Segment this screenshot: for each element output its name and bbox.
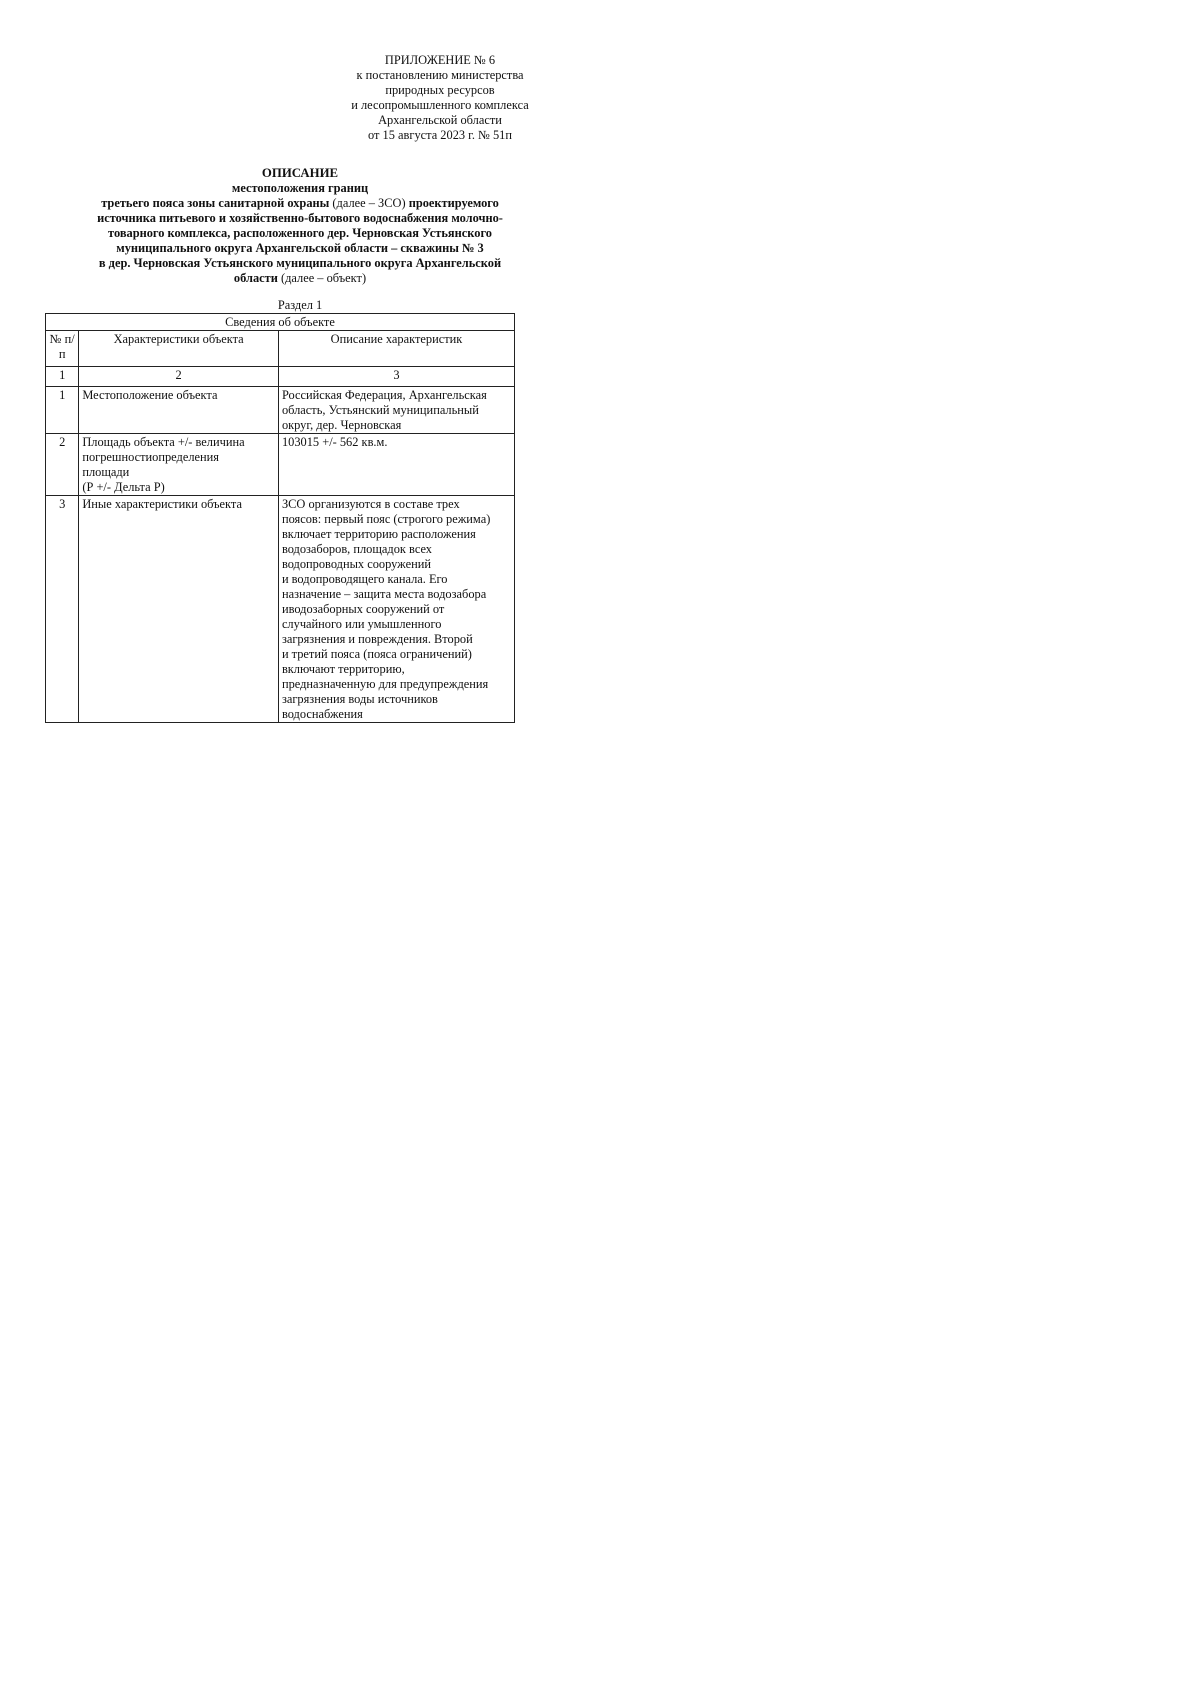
row-description (278, 496, 514, 723)
cell-line: область, Устьянский муниципальный (281, 403, 479, 417)
cell-line: 103015 +/- 562 кв.м. (281, 435, 388, 449)
title-line: источника питьевого и хозяйственно-бытового водоснабжения молочно- (97, 211, 503, 225)
header-description: Описание характеристик (278, 331, 514, 367)
appendix-line: к постановлению министерства (356, 68, 524, 82)
title-line (50, 196, 550, 211)
appendix-line: Архангельской области (378, 113, 502, 127)
title-heading: ОПИСАНИЕ (261, 166, 339, 180)
cell-line: предназначенную для предупреждения (281, 677, 489, 691)
cell-line: Российская Федерация, Архангельская (281, 388, 487, 402)
title-line: муниципального округа Архангельской области – скважины № 3 (116, 241, 484, 255)
table-row (46, 387, 515, 434)
cell-line: площади (82, 465, 130, 479)
column-number: 3 (278, 367, 514, 387)
appendix-line: и лесопромышленного комплекса (351, 98, 529, 112)
title-line: местоположения границ (231, 181, 369, 195)
cell-line: и третий пояса (пояса ограничений) (281, 647, 472, 661)
appendix-line: от 15 августа 2023 г. № 51п (367, 128, 513, 142)
table-header-row (46, 331, 515, 367)
cell-line: включает территорию расположения (281, 527, 476, 541)
header-num: № п/п (46, 331, 79, 367)
cell-line: водозаборов, площадок всех (281, 542, 432, 556)
cell-line: случайного или умышленного (281, 617, 442, 631)
object-info-table (45, 313, 515, 723)
title-line: в дер. Черновская Устьянского муниципального округа Архангельской (98, 256, 502, 270)
cell-line: загрязнения и повреждения. Второй (281, 632, 473, 646)
column-number: 2 (79, 367, 279, 387)
column-number-row (46, 367, 515, 387)
row-characteristic (79, 387, 279, 434)
cell-line: Иные характеристики объекта (82, 497, 242, 511)
row-number: 3 (46, 496, 79, 723)
table-caption-row (46, 314, 515, 331)
cell-line: включают территорию, (281, 662, 405, 676)
row-characteristic (79, 496, 279, 723)
table-row (46, 434, 515, 496)
title-line (50, 271, 550, 286)
row-description (278, 434, 514, 496)
title-fragment: (далее – объект) (277, 271, 367, 285)
cell-line: Местоположение объекта (82, 388, 218, 402)
title-fragment: области (233, 271, 278, 285)
header-characteristic: Характеристики объекта (79, 331, 279, 367)
cell-line: ЗСО организуются в составе трех (281, 497, 460, 511)
appendix-line: природных ресурсов (385, 83, 495, 97)
table-row (46, 496, 515, 723)
document-page (0, 0, 600, 849)
row-characteristic (79, 434, 279, 496)
cell-line: водоснабжения (281, 707, 363, 721)
cell-line: (Р +/- Дельта Р) (82, 480, 165, 494)
title-fragment: (далее – ЗСО) (329, 196, 409, 210)
table-caption: Сведения об объекте (46, 314, 515, 331)
cell-line: назначение – защита места водозабора (281, 587, 487, 601)
title-line: товарного комплекса, расположенного дер. Черновская Устьянского (108, 226, 492, 240)
section-label: Раздел 1 (277, 298, 323, 312)
cell-line: и водопроводящего канала. Его (281, 572, 448, 586)
cell-line: погрешностиопределения (82, 450, 219, 464)
title-fragment: третьего пояса зоны санитарной охраны (101, 196, 330, 210)
document-title (50, 166, 550, 286)
row-description (278, 387, 514, 434)
cell-line: Площадь объекта +/- величина (82, 435, 245, 449)
appendix-block (300, 53, 580, 143)
cell-line: округ, дер. Черновская (281, 418, 402, 432)
cell-line: водопроводных сооружений (281, 557, 431, 571)
column-number: 1 (46, 367, 79, 387)
cell-line: иводозаборных сооружений от (281, 602, 445, 616)
cell-line: поясов: первый пояс (строгого режима) (281, 512, 491, 526)
title-fragment: проектируемого (408, 196, 499, 210)
cell-line: загрязнения воды источников (281, 692, 438, 706)
appendix-line: ПРИЛОЖЕНИЕ № 6 (384, 53, 496, 67)
row-number: 2 (46, 434, 79, 496)
row-number: 1 (46, 387, 79, 434)
